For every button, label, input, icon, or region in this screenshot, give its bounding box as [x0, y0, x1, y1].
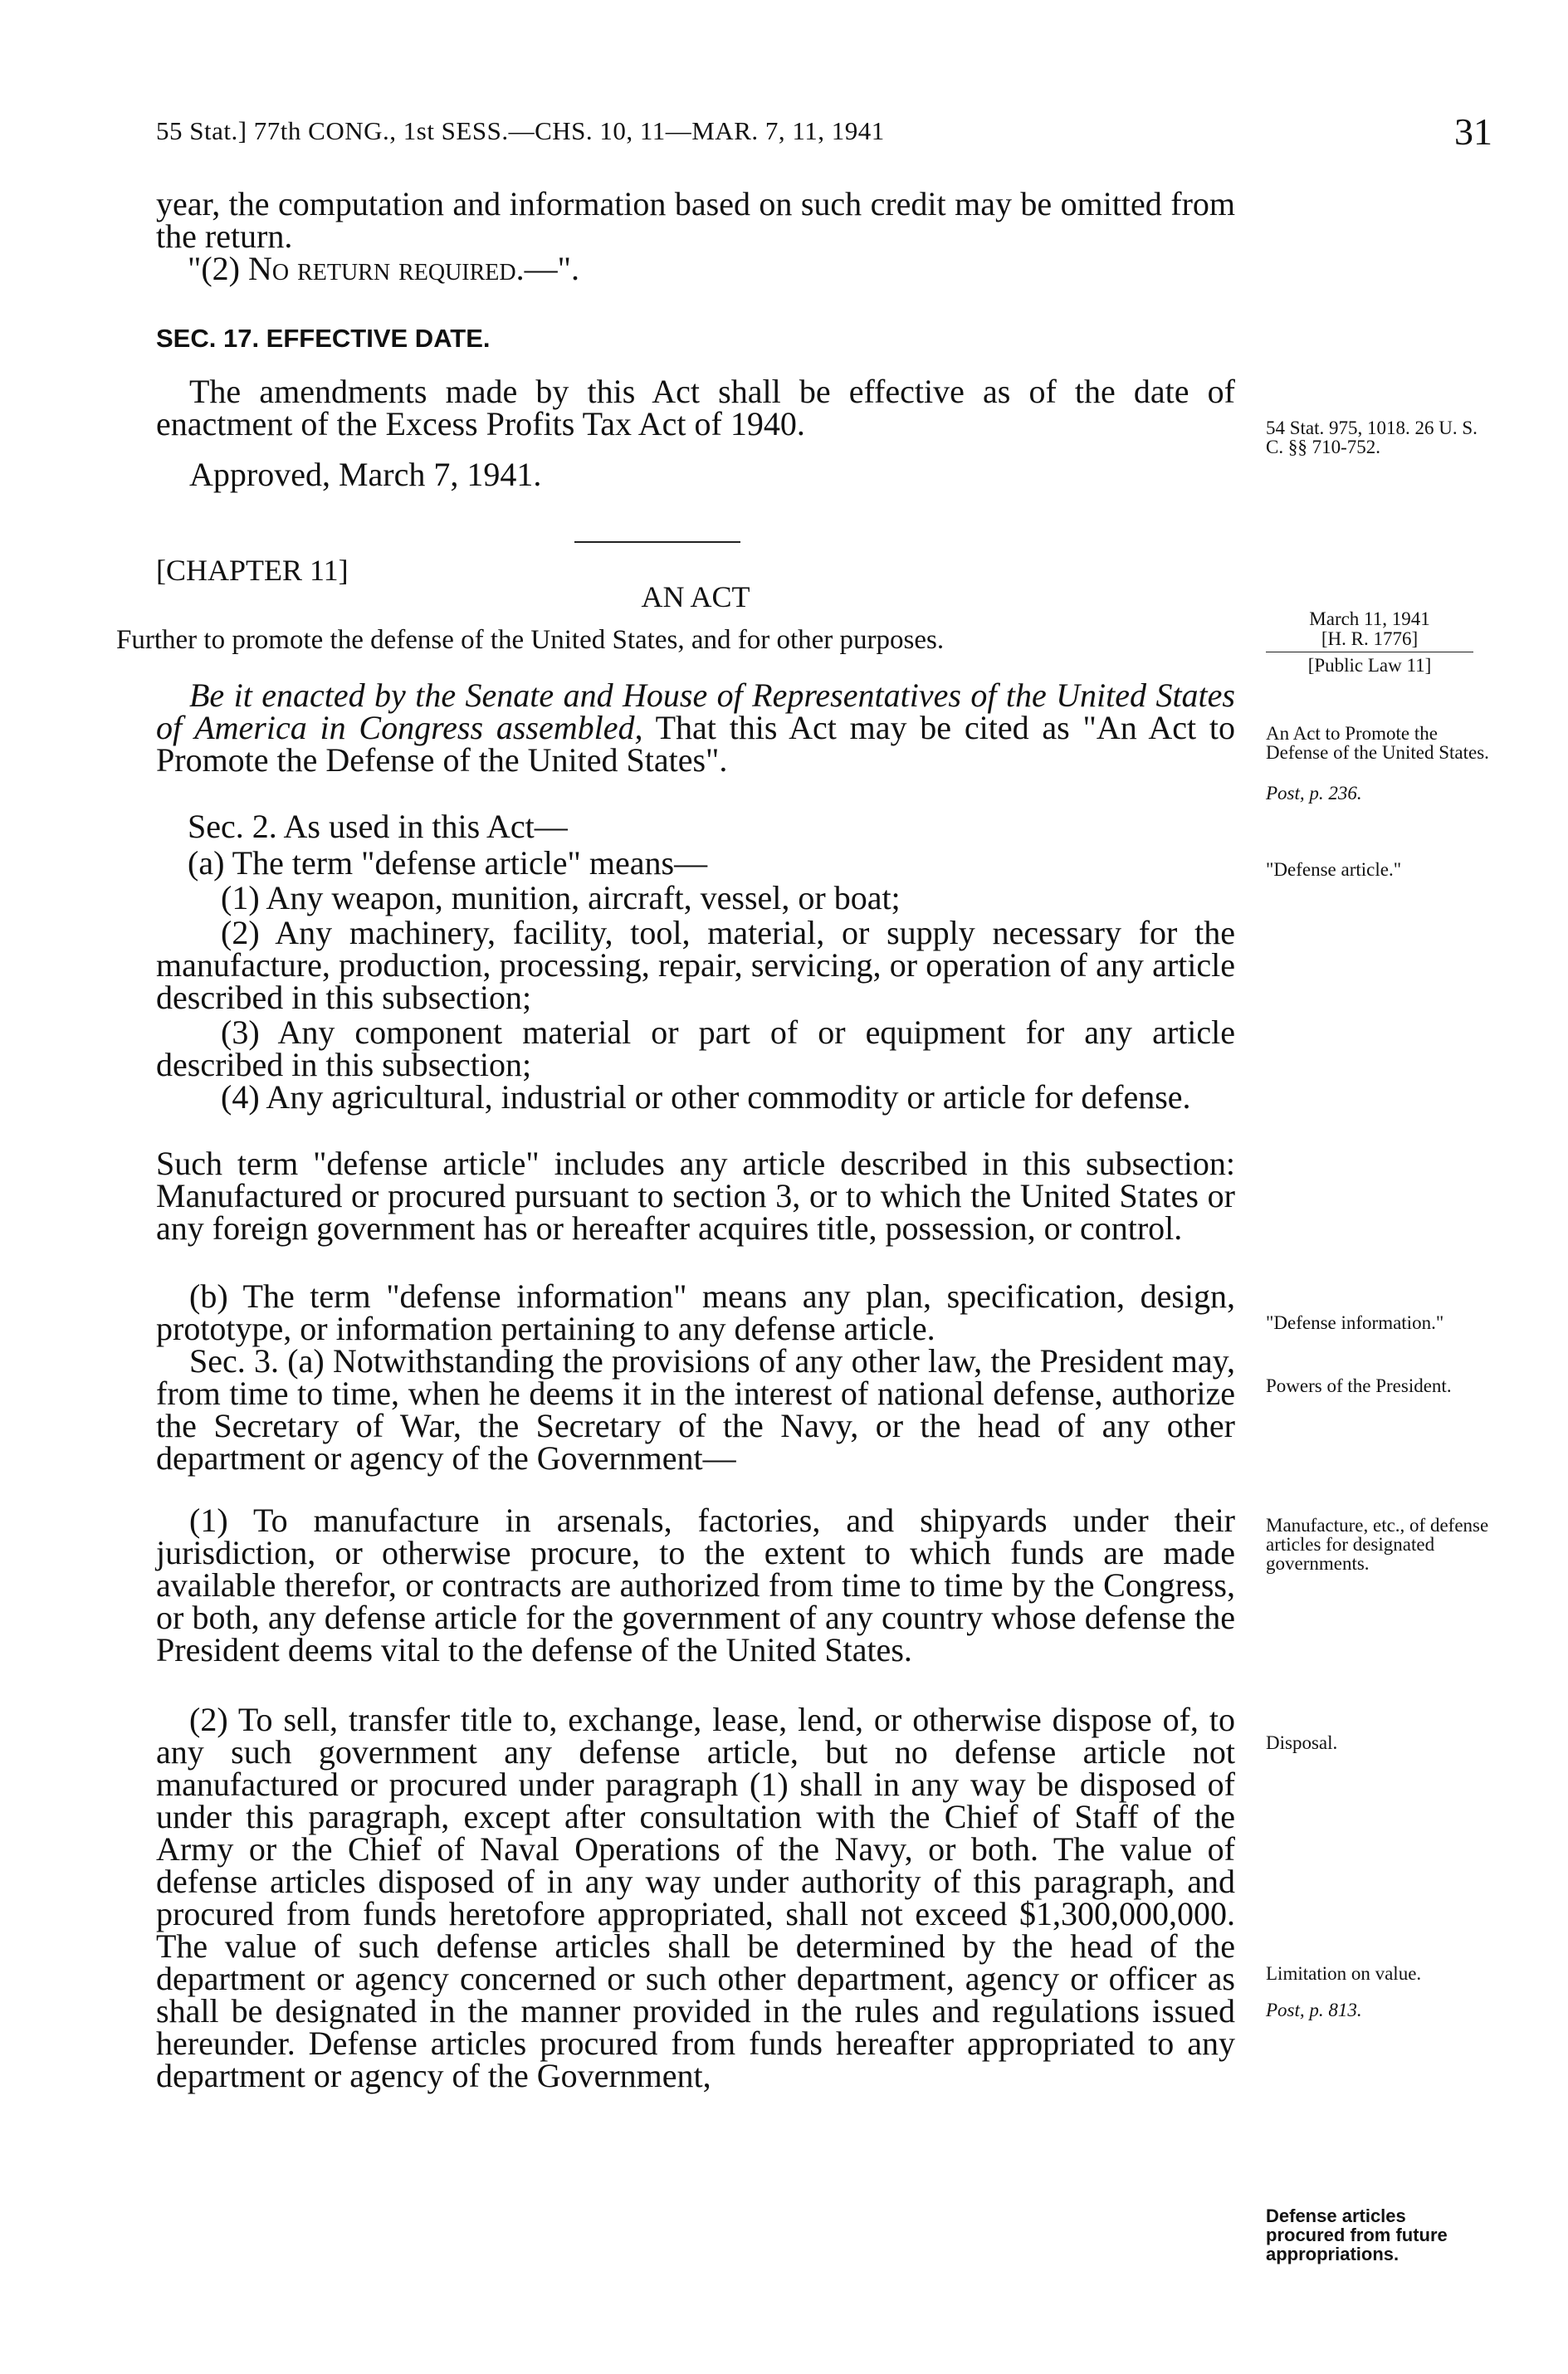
- margin-disposal: Disposal.: [1266, 1732, 1338, 1753]
- page-number: 31: [1454, 110, 1492, 153]
- header-citation: 55 Stat.] 77th CONG., 1st SESS.—CHS. 10, 11—MAR. 7, 11, 1941: [156, 116, 885, 145]
- section-3a-paragraph-1: (1) To manufacture in arsenals, factories, and shipyards under their jurisdiction, or otherwise procure, to the extent to which funds are made available therefor, or contracts are authorized from time to time by the Congress, or both, any defense article for the government of any country whose defense the President deems vital to the defense of the United States.: [156, 1502, 1235, 1668]
- margin-stat-reference: 54 Stat. 975, 1018. 26 U. S. C. §§ 710-752.: [1266, 418, 1478, 457]
- section-2-intro: Sec. 2. As used in this Act—: [188, 808, 568, 845]
- enacting-clause: [156, 677, 1235, 779]
- an-act-heading: AN ACT: [641, 580, 750, 613]
- margin-act-date: March 11, 1941: [1309, 608, 1430, 629]
- margin-future-appropriations: Defense articles procured from future appropriations.: [1266, 2205, 1448, 2264]
- margin-defense-information: "Defense information.": [1266, 1312, 1444, 1333]
- enacting-clause-rest: That this Act may be cited as "An Act to Promote the Defense of the United States".: [156, 709, 1235, 779]
- such-term-paragraph: Such term "defense article" includes any article described in this subsection: Manufactured or procured pursuant to section 3, or to which the United States or any foreign government has or hereafter acquires title, possession, or control.: [156, 1145, 1235, 1247]
- paragraph-no-return-required: "(2) No return required.—".: [188, 250, 579, 287]
- section-17-heading: SEC. 17. EFFECTIVE DATE.: [156, 324, 491, 353]
- divider-rule: [574, 541, 740, 543]
- chapter-label: [CHAPTER 11]: [156, 554, 349, 587]
- margin-bill-number: [H. R. 1776]: [1321, 628, 1419, 649]
- margin-public-law: [Public Law 11]: [1307, 655, 1432, 676]
- section-2a: (a) The term "defense article" means—: [188, 844, 708, 882]
- defense-article-item-4: (4) Any agricultural, industrial or other commodity or article for defense.: [221, 1078, 1191, 1116]
- enacting-clause-italic: Be it enacted by the Senate and House of Representatives of the United States of America in Congress assembled,: [156, 677, 1235, 746]
- margin-manufacture: Manufacture, etc., of defense articles for designated governments.: [1266, 1515, 1489, 1574]
- margin-limitation: Limitation on value.: [1266, 1963, 1422, 1984]
- section-17-text: The amendments made by this Act shall be effective as of the date of enactment of the Excess Profits Tax Act of 1940.: [156, 373, 1235, 442]
- section-3a: Sec. 3. (a) Notwithstanding the provisions of any other law, the President may, from time to time, when he deems it in the interest of national defense, authorize the Secretary of War, the Secretary of the Navy, or the head of any other department or agency of the Government—: [156, 1342, 1235, 1477]
- margin-post-236: Post, p. 236.: [1266, 783, 1362, 804]
- margin-defense-article: "Defense article.": [1266, 859, 1402, 880]
- act-title: Further to promote the defense of the United States, and for other purposes.: [116, 625, 945, 655]
- section-2b: (b) The term "defense information" means any plan, specification, design, prototype, or information pertaining to any defense article.: [156, 1277, 1235, 1347]
- paragraph-top-continuation: year, the computation and information based on such credit may be omitted from the return.: [156, 185, 1235, 255]
- defense-article-item-3: (3) Any component material or part of or equipment for any article described in this subsection;: [156, 1014, 1235, 1083]
- section-3a-paragraph-2: (2) To sell, transfer title to, exchange, lease, lend, or otherwise dispose of, to any such government any defense article, but no defense article not manufactured or procured under paragraph (1) shall in any way be disposed of under this paragraph, except after consultation with the Chief of Staff of the Army or the Chief of Naval Operations of the Navy, or both. The value of defense articles disposed of in any way under authority of this paragraph, and procured from funds heretofore appropriated, shall not exceed $1,300,000,000. The value of such defense articles shall be determined by the head of the department or agency concerned or such other department, agency or officer as shall be designated in the manner provided in the rules and regulations issued hereunder. Defense articles procured from funds hereafter appropriated to any department or agency of the Government,: [156, 1701, 1235, 2094]
- margin-post-813: Post, p. 813.: [1266, 2000, 1362, 2020]
- margin-short-title: An Act to Promote the Defense of the United States.: [1266, 723, 1489, 763]
- defense-article-item-2: (2) Any machinery, facility, tool, material, or supply necessary for the manufacture, production, processing, repair, servicing, or operation of any article described in this subsection;: [156, 914, 1235, 1016]
- defense-article-item-1: (1) Any weapon, munition, aircraft, vessel, or boat;: [221, 879, 901, 916]
- running-header: [156, 110, 1501, 159]
- approved-date: Approved, March 7, 1941.: [189, 456, 542, 493]
- margin-powers-of-president: Powers of the President.: [1266, 1375, 1452, 1396]
